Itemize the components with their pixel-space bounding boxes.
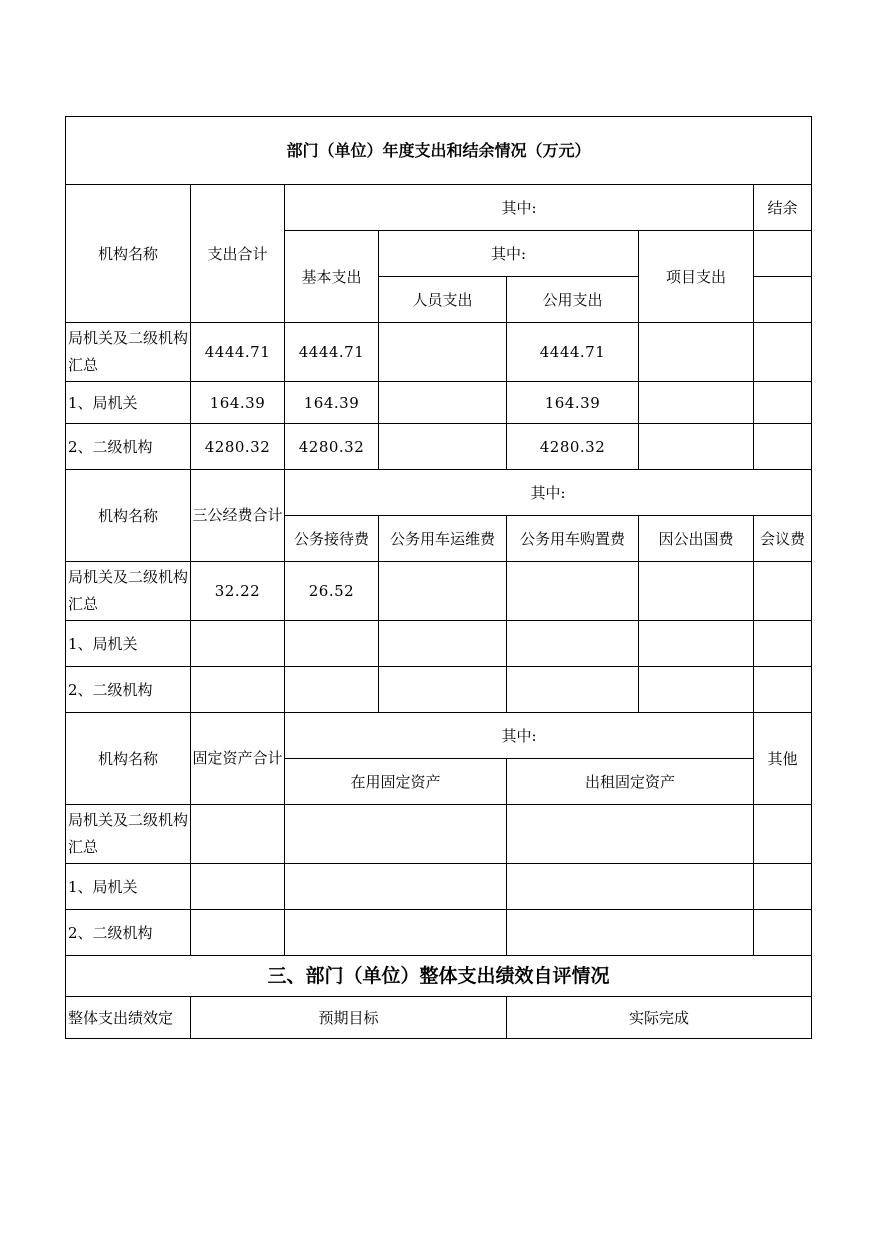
vehicle-ops-cell [379, 621, 507, 667]
meeting-cell [754, 562, 812, 621]
leased-cell [507, 805, 754, 864]
public-cell: 4280.32 [507, 424, 639, 470]
personnel-cell [379, 424, 507, 470]
leased-assets-header: 出租固定资产 [507, 759, 754, 805]
org-name-cell: 2、二级机构 [66, 667, 191, 713]
project-cell [639, 424, 754, 470]
other-cell [754, 864, 812, 910]
org-name-cell: 2、二级机构 [66, 910, 191, 956]
other-cell [754, 910, 812, 956]
total-cell [191, 805, 285, 864]
project-cell [639, 323, 754, 382]
vehicle-ops-cell [379, 667, 507, 713]
personnel-cell [379, 382, 507, 424]
other-header: 其他 [754, 713, 812, 805]
table-row [66, 805, 812, 864]
among-header: 其中: [285, 470, 812, 516]
total-cell: 164.39 [191, 382, 285, 424]
fixed-assets-total-header: 固定资产合计 [191, 713, 285, 805]
meeting-fee-header: 会议费 [754, 516, 812, 562]
balance-header: 结余 [754, 185, 812, 231]
vehicle-ops-fee-header: 公务用车运维费 [379, 516, 507, 562]
basic-cell: 164.39 [285, 382, 379, 424]
total-cell [191, 621, 285, 667]
total-cell [191, 667, 285, 713]
table-row [66, 864, 812, 910]
org-name-cell: 1、局机关 [66, 382, 191, 424]
total-cell [191, 910, 285, 956]
budget-document [65, 116, 811, 1039]
section-heading: 三、部门（单位）整体支出绩效自评情况 [66, 956, 812, 997]
other-cell [754, 805, 812, 864]
vehicle-ops-cell [379, 562, 507, 621]
among-header: 其中: [285, 713, 754, 759]
org-name-header: 机构名称 [66, 185, 191, 323]
project-cell [639, 382, 754, 424]
leased-cell [507, 864, 754, 910]
expense-total-header: 支出合计 [191, 185, 285, 323]
abroad-cell [639, 562, 754, 621]
basic-cell: 4280.32 [285, 424, 379, 470]
balance-cell [754, 323, 812, 382]
reception-cell [285, 621, 379, 667]
public-expense-header: 公用支出 [507, 277, 639, 323]
public-cell: 164.39 [507, 382, 639, 424]
actual-completion-header: 实际完成 [507, 997, 812, 1039]
total-cell: 4444.71 [191, 323, 285, 382]
among-header: 其中: [285, 185, 754, 231]
among-sub-header: 其中: [379, 231, 639, 277]
table-row [66, 621, 812, 667]
abroad-fee-header: 因公出国费 [639, 516, 754, 562]
balance-header-blank [754, 231, 812, 277]
org-name-cell: 局机关及二级机构汇总 [66, 805, 191, 864]
balance-header-blank [754, 277, 812, 323]
meeting-cell [754, 667, 812, 713]
vehicle-purchase-cell [507, 667, 639, 713]
in-use-assets-header: 在用固定资产 [285, 759, 507, 805]
vehicle-purchase-cell [507, 562, 639, 621]
basic-expense-header: 基本支出 [285, 231, 379, 323]
org-name-header: 机构名称 [66, 713, 191, 805]
meeting-cell [754, 621, 812, 667]
performance-label: 整体支出绩效定 [66, 997, 191, 1039]
table-row [66, 382, 812, 424]
table-row [66, 667, 812, 713]
in-use-cell [285, 910, 507, 956]
total-cell: 4280.32 [191, 424, 285, 470]
org-name-header: 机构名称 [66, 470, 191, 562]
budget-table [65, 116, 812, 1039]
table-row [66, 910, 812, 956]
org-name-cell: 2、二级机构 [66, 424, 191, 470]
table-row [66, 424, 812, 470]
personnel-cell [379, 323, 507, 382]
balance-cell [754, 382, 812, 424]
personnel-expense-header: 人员支出 [379, 277, 507, 323]
abroad-cell [639, 667, 754, 713]
total-cell: 32.22 [191, 562, 285, 621]
balance-cell [754, 424, 812, 470]
vehicle-purchase-cell [507, 621, 639, 667]
abroad-cell [639, 621, 754, 667]
total-cell [191, 864, 285, 910]
org-name-cell: 局机关及二级机构汇总 [66, 323, 191, 382]
public-cell: 4444.71 [507, 323, 639, 382]
org-name-cell: 1、局机关 [66, 621, 191, 667]
reception-cell [285, 667, 379, 713]
project-expense-header: 项目支出 [639, 231, 754, 323]
expected-target-header: 预期目标 [191, 997, 507, 1039]
basic-cell: 4444.71 [285, 323, 379, 382]
three-public-total-header: 三公经费合计 [191, 470, 285, 562]
table-row [66, 323, 812, 382]
org-name-cell: 1、局机关 [66, 864, 191, 910]
in-use-cell [285, 805, 507, 864]
org-name-cell: 局机关及二级机构汇总 [66, 562, 191, 621]
table-row [66, 562, 812, 621]
leased-cell [507, 910, 754, 956]
vehicle-purchase-fee-header: 公务用车购置费 [507, 516, 639, 562]
in-use-cell [285, 864, 507, 910]
reception-cell: 26.52 [285, 562, 379, 621]
table-title: 部门（单位）年度支出和结余情况（万元） [66, 117, 812, 185]
reception-fee-header: 公务接待费 [285, 516, 379, 562]
